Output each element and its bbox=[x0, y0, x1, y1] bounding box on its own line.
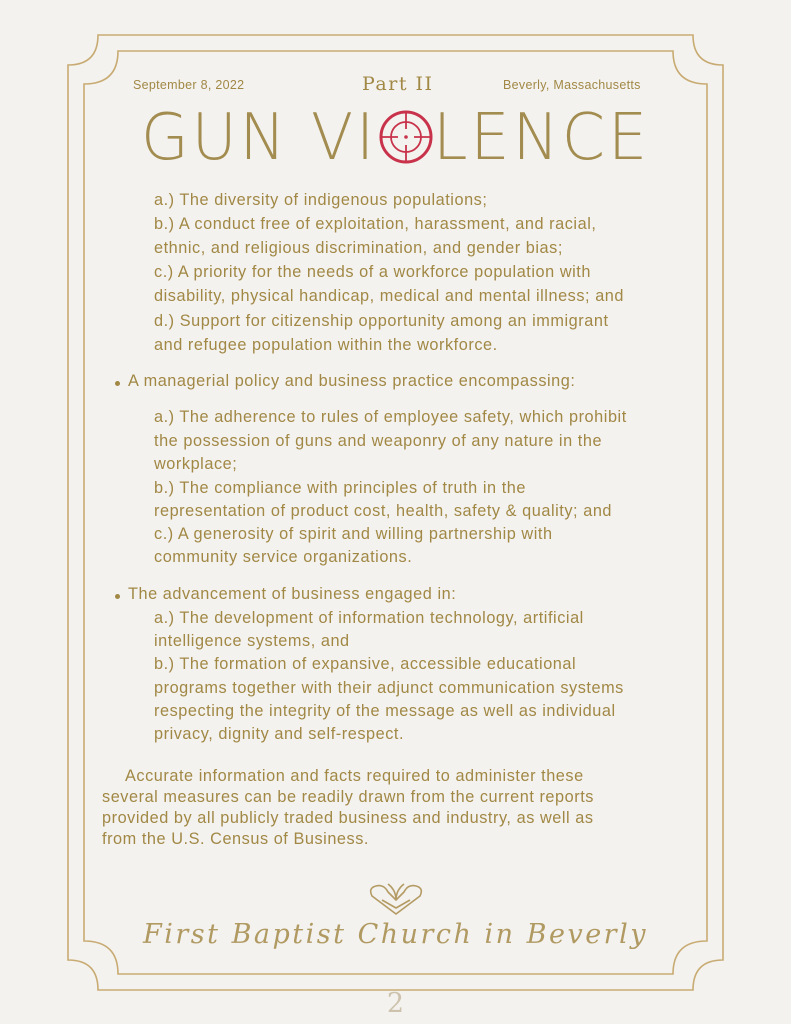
page-title bbox=[0, 102, 791, 174]
list3-line: respecting the integrity of the message as well as individual bbox=[154, 702, 616, 720]
church-name: First Baptist Church in Beverly bbox=[143, 919, 648, 950]
list3-line: privacy, dignity and self-respect. bbox=[154, 725, 405, 743]
list2-line: the possession of guns and weaponry of any nature in the bbox=[154, 432, 603, 450]
title-part-before: GUN VI bbox=[141, 102, 377, 174]
list2-line: community service organizations. bbox=[154, 548, 413, 566]
list3-line: programs together with their adjunct communication systems bbox=[154, 679, 624, 697]
list2-line: a.) The adherence to rules of employee safety, which prohibit bbox=[154, 408, 627, 426]
list1-line: d.) Support for citizenship opportunity among an immigrant bbox=[154, 312, 609, 330]
list1-line: c.) A priority for the needs of a workforce population with bbox=[154, 263, 591, 281]
paragraph-line: provided by all publicly traded business and industry, as well as bbox=[102, 809, 594, 827]
list1-line: and refugee population within the workforce. bbox=[154, 336, 498, 354]
bullet-marker bbox=[115, 594, 120, 599]
paragraph-line: from the U.S. Census of Business. bbox=[102, 830, 369, 848]
paragraph-line: Accurate information and facts required to administer these bbox=[125, 767, 584, 785]
list1-line: disability, physical handicap, medical and mental illness; and bbox=[154, 287, 625, 305]
header-date: September 8, 2022 bbox=[133, 78, 245, 92]
list1-line: a.) The diversity of indigenous populations; bbox=[154, 191, 488, 209]
list3-line: a.) The development of information technology, artificial bbox=[154, 609, 584, 627]
list2-line: workplace; bbox=[154, 455, 238, 473]
list2-line: c.) A generosity of spirit and willing partnership with bbox=[154, 525, 553, 543]
title-part-after: LENCE bbox=[433, 102, 650, 174]
header-location: Beverly, Massachusetts bbox=[503, 78, 641, 92]
page-number: 2 bbox=[386, 988, 405, 1019]
header-part: Part II bbox=[362, 73, 434, 95]
list2-line: b.) The compliance with principles of truth in the bbox=[154, 479, 526, 497]
crosshair-icon bbox=[381, 112, 431, 162]
list1-line: b.) A conduct free of exploitation, harassment, and racial, bbox=[154, 215, 597, 233]
list3-line: b.) The formation of expansive, accessible educational bbox=[154, 655, 577, 673]
list3-line: intelligence systems, and bbox=[154, 632, 350, 650]
church-logo-icon bbox=[366, 878, 426, 916]
list2-line: representation of product cost, health, safety & quality; and bbox=[154, 502, 613, 520]
bullet1-text: A managerial policy and business practice encompassing: bbox=[128, 372, 576, 390]
bullet-marker bbox=[115, 381, 120, 386]
paragraph-line: several measures can be readily drawn from the current reports bbox=[102, 788, 594, 806]
list1-line: ethnic, and religious discrimination, and gender bias; bbox=[154, 239, 563, 257]
bullet2-text: The advancement of business engaged in: bbox=[128, 585, 457, 603]
